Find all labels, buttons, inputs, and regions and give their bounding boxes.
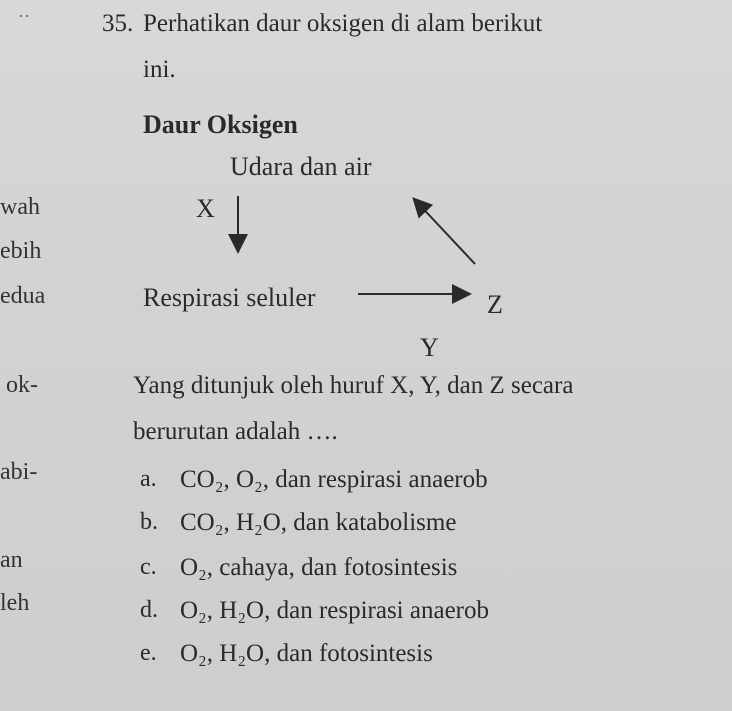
option-c-letter: c. xyxy=(140,554,157,580)
option-a-letter: a. xyxy=(140,466,157,492)
margin-fragment: wah xyxy=(0,194,40,220)
margin-fragment: an xyxy=(0,547,23,573)
option-c-text: O₂, cahaya, dan fotosintesis xyxy=(180,554,458,581)
question-stem-line1: Yang ditunjuk oleh huruf X, Y, dan Z secara xyxy=(133,372,574,399)
option-d-letter: d. xyxy=(140,597,158,623)
margin-fragment: ebih xyxy=(0,238,42,264)
option-b-letter: b. xyxy=(140,509,158,535)
diagram-title: Daur Oksigen xyxy=(143,110,298,139)
question-stem-line2: berurutan adalah …. xyxy=(133,418,338,445)
corner-dots: ·· xyxy=(18,6,30,26)
margin-fragment: edua xyxy=(0,283,46,309)
question-number: 35. xyxy=(102,10,134,37)
margin-fragment: abi- xyxy=(0,459,38,485)
label-x: X xyxy=(196,194,215,223)
node-air-water: Udara dan air xyxy=(230,152,372,181)
option-b-text: CO₂, H₂O, dan katabolisme xyxy=(180,509,457,536)
margin-fragment: leh xyxy=(0,590,30,616)
option-e-text: O₂, H₂O, dan fotosintesis xyxy=(180,640,433,667)
question-text-line2: ini. xyxy=(143,56,176,83)
arrow-up-air xyxy=(415,200,475,264)
label-y: Y xyxy=(420,333,439,362)
option-e-letter: e. xyxy=(140,640,157,666)
question-text-line1: Perhatikan daur oksigen di alam berikut xyxy=(143,10,543,37)
option-a-text: CO₂, O₂, dan respirasi anaerob xyxy=(180,466,488,493)
node-cellular-respiration: Respirasi seluler xyxy=(143,283,316,312)
margin-fragment: ok- xyxy=(6,372,38,398)
option-d-text: O₂, H₂O, dan respirasi anaerob xyxy=(180,597,489,624)
label-z: Z xyxy=(487,290,503,319)
